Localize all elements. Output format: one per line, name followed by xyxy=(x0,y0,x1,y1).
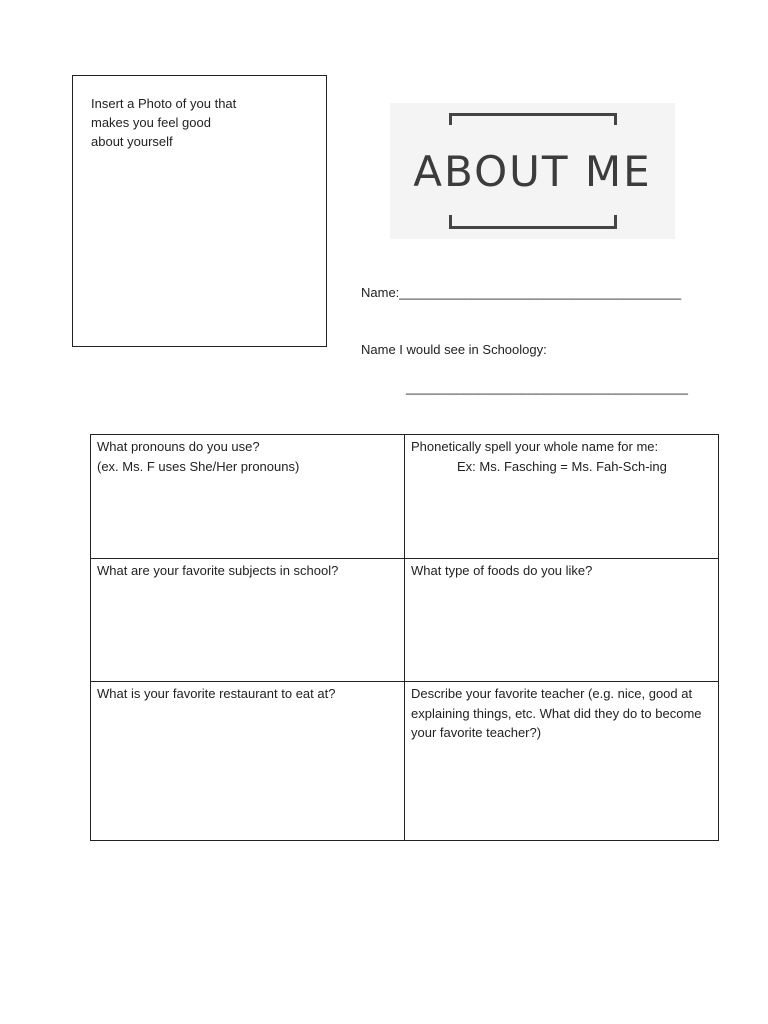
about-me-logo xyxy=(390,103,675,239)
subjects-question: What are your favorite subjects in school? xyxy=(97,563,339,578)
pronouns-example: (ex. Ms. F uses She/Her pronouns) xyxy=(97,458,300,474)
photo-instruction-line-1: Insert a Photo of you that xyxy=(91,96,237,111)
schoology-name-label: Name I would see in Schoology: xyxy=(361,342,547,357)
foods-cell[interactable] xyxy=(405,559,719,682)
foods-question: What type of foods do you like? xyxy=(411,563,593,578)
photo-placeholder-box[interactable] xyxy=(72,75,327,347)
photo-instruction-line-2: makes you feel good xyxy=(91,115,211,130)
restaurant-cell[interactable] xyxy=(91,682,405,841)
logo-bracket-top xyxy=(449,113,617,125)
phonetic-example: Ex: Ms. Fasching = Ms. Fah-Sch-ing xyxy=(457,458,667,474)
restaurant-question: What is your favorite restaurant to eat at? xyxy=(97,686,336,701)
logo-bracket-bottom xyxy=(449,215,617,229)
table-row xyxy=(91,682,719,841)
name-field[interactable]: Name:_______________________________________ xyxy=(361,285,682,300)
questions-table xyxy=(90,434,719,841)
teacher-cell[interactable] xyxy=(405,682,719,841)
subjects-cell[interactable] xyxy=(91,559,405,682)
table-row xyxy=(91,435,719,559)
phonetic-question: Phonetically spell your whole name for me: xyxy=(411,439,659,454)
photo-instruction-line-3: about yourself xyxy=(91,134,173,149)
table-row xyxy=(91,559,719,682)
logo-title: ABOUT ME xyxy=(413,147,652,196)
schoology-name-field[interactable]: _______________________________________ xyxy=(406,380,688,395)
phonetic-name-cell[interactable] xyxy=(405,435,719,559)
pronouns-cell[interactable] xyxy=(91,435,405,559)
teacher-question: Describe your favorite teacher (e.g. nice, good at explaining things, etc. What did they do to become your favorite teacher?) xyxy=(411,686,702,740)
pronouns-question: What pronouns do you use? xyxy=(97,439,260,454)
